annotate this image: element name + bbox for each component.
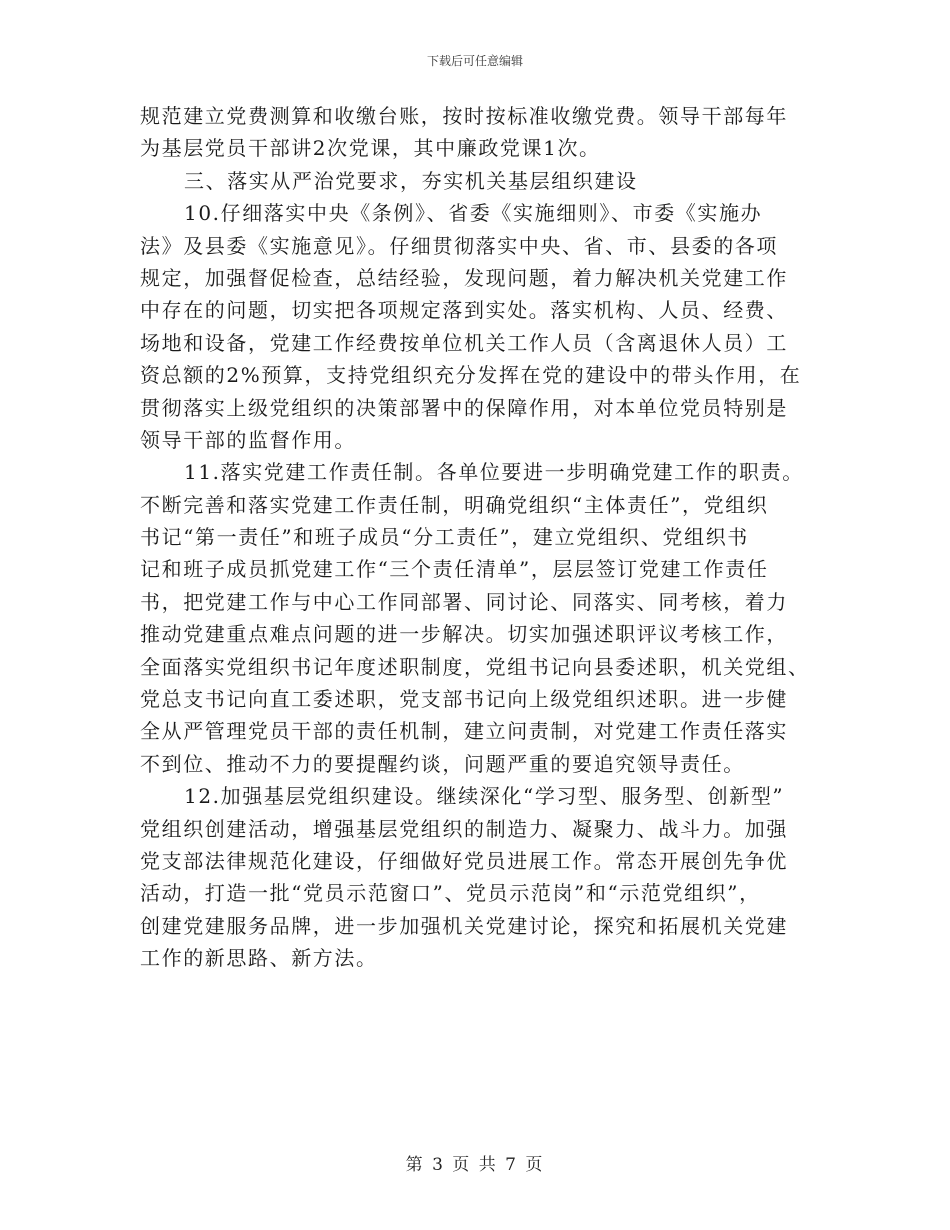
text-line: 书，把党建工作与中心工作同部署、同讨论、同落实、同考核，着力 xyxy=(140,589,788,614)
text-line: 全从严管理党员干部的责任机制，建立问责制，对党建工作责任落实 xyxy=(140,719,788,744)
document-body xyxy=(140,100,808,975)
text-line: 活动，打造一批“党员示范窗口”、党员示范岗”和“示范党组织”， xyxy=(140,881,761,906)
text-line: 书记“第一责任”和班子成员“分工责任”，建立党组织、党组织书 xyxy=(140,525,749,550)
text-line: 党支部法律规范化建设，仔细做好党员进展工作。常态开展创先争优 xyxy=(140,848,788,873)
text-line: 12.加强基层党组织建设。继续深化“学习型、服务型、创新型” xyxy=(184,784,785,809)
text-line: 党组织创建活动，增强基层党组织的制造力、凝聚力、战斗力。加强 xyxy=(140,816,788,841)
text-line: 规范建立党费测算和收缴台账，按时按标准收缴党费。领导干部每年 xyxy=(140,104,788,128)
page-number: 第 3 页 共 7 页 xyxy=(405,1155,545,1175)
text-line: 资总额的2%预算，支持党组织充分发挥在党的建设中的带头作用，在 xyxy=(140,363,802,388)
text-line: 规定，加强督促检查，总结经验，发现问题，着力解决机关党建工作 xyxy=(140,265,788,290)
text-line: 党总支书记向直工委述职，党支部书记向上级党组织述职。进一步健 xyxy=(140,687,788,712)
text-line: 法》及县委《实施意见》。仔细贯彻落实中央、省、市、县委的各项 xyxy=(140,233,778,258)
text-line: 记和班子成员抓党建工作“三个责任清单”，层层签订党建工作责任 xyxy=(140,557,769,582)
text-line: 为基层党员干部讲2次党课，其中廉政党课1次。 xyxy=(140,136,601,161)
text-line: 推动党建重点难点问题的进一步解决。切实加强述职评议考核工作， xyxy=(140,622,788,647)
text-line: 工作的新思路、新方法。 xyxy=(140,946,378,971)
text-line: 不断完善和落实党建工作责任制，明确党组织“主体责任”，党组织 xyxy=(140,492,769,517)
text-line: 三、落实从严治党要求，夯实机关基层组织建设 xyxy=(184,168,638,193)
text-line: 全面落实党组织书记年度述职制度，党组书记向县委述职，机关党组、 xyxy=(140,654,810,679)
text-line: 11.落实党建工作责任制。各单位要进一步明确党建工作的职责。 xyxy=(184,460,804,485)
text-line: 中存在的问题，切实把各项规定落到实处。落实机构、人员、经费、 xyxy=(140,298,788,323)
text-line: 不到位、推动不力的要提醒约谈，问题严重的要追究领导责任。 xyxy=(140,751,745,776)
text-line: 10.仔细落实中央《条例》、省委《实施细则》、市委《实施办 xyxy=(184,201,763,226)
text-line: 场地和设备，党建工作经费按单位机关工作人员（含离退休人员）工 xyxy=(140,330,788,355)
header-note: 下载后可任意编辑 xyxy=(426,54,523,68)
text-line: 创建党建服务品牌，进一步加强机关党建讨论，探究和拓展机关党建 xyxy=(140,913,788,938)
text-line: 贯彻落实上级党组织的决策部署中的保障作用，对本单位党员特别是 xyxy=(140,395,788,420)
text-line: 领导干部的监督作用。 xyxy=(140,427,356,452)
